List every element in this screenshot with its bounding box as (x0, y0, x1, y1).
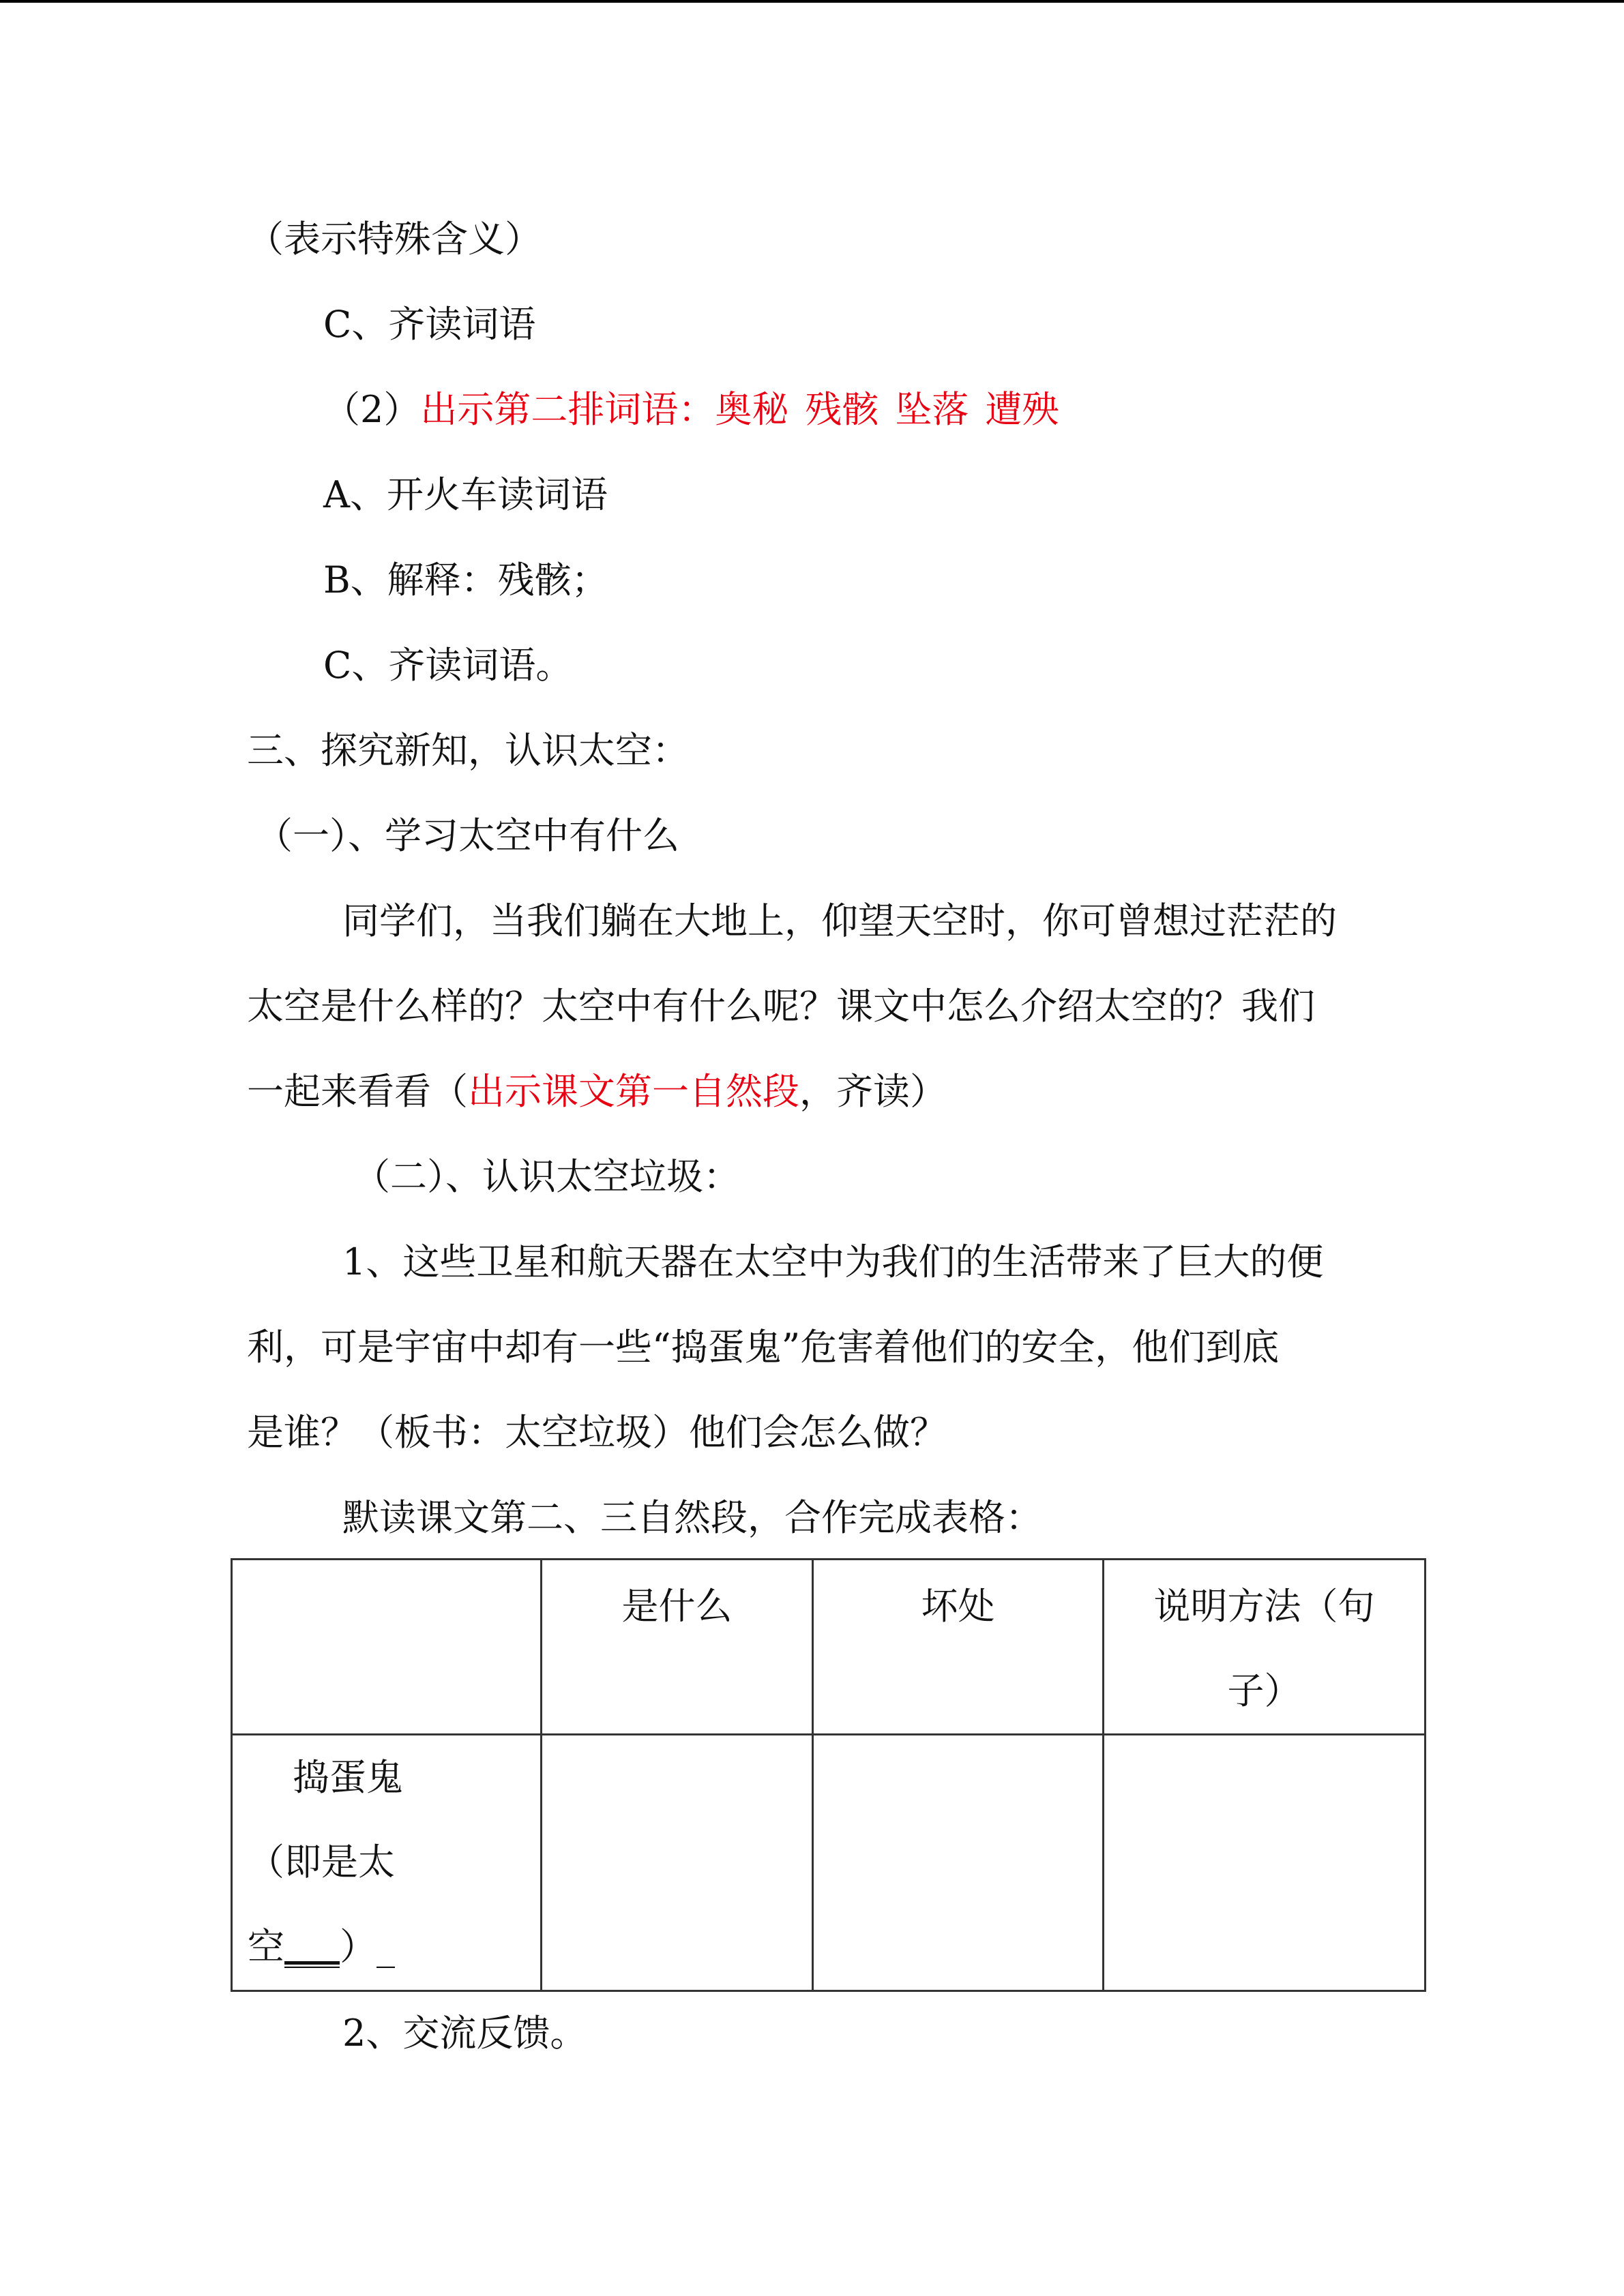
text-line: 默读课文第二、三自然段，合作完成表格： (342, 1496, 1042, 1539)
row-label-text: 空 (248, 1925, 284, 1968)
highlight-text: 出示课文第一自然段 (468, 1070, 799, 1113)
text-line: 是谁？（板书：太空垃圾）他们会怎么做？ (247, 1411, 947, 1454)
table-header-cell (232, 1560, 542, 1735)
worksheet-table (231, 1558, 1426, 1992)
text-line: 太空是什么样的？太空中有什么呢？课文中怎么介绍太空的？我们 (247, 985, 1315, 1028)
page-top-border (0, 0, 1624, 3)
table-header-cell: 坏处 (813, 1560, 1104, 1735)
text-line (323, 386, 1059, 434)
section-heading: 三、探究新知，认识太空： (247, 729, 689, 772)
row-label-line: （即是太 (248, 1840, 395, 1883)
text-prefix: 一起来看看（ (247, 1070, 468, 1113)
text-line: 1、这些卫星和航天器在太空中为我们的生活带来了巨大的便 (342, 1240, 1324, 1283)
text-line: 利，可是宇宙中却有一些“捣蛋鬼”危害着他们的安全，他们到底 (247, 1326, 1280, 1369)
word-item: 奥秘 (715, 388, 789, 431)
row-label-text: ）_ (340, 1925, 395, 1968)
text-line: B、解释：残骸； (323, 558, 608, 601)
text-line (247, 1068, 947, 1116)
row-label-line: 捣蛋鬼 (293, 1756, 403, 1799)
word-item: 坠落 (895, 388, 969, 431)
word-item: 遭殃 (985, 388, 1059, 431)
text-line: 2、交流反馈。 (342, 2012, 587, 2055)
word-item: 残骸 (805, 388, 879, 431)
text-suffix: ，齐读） (799, 1070, 947, 1113)
highlight-text: 出示第二排词语： (420, 388, 715, 431)
text-line: C、齐读词语。 (323, 644, 573, 687)
subsection-heading: （一）、学习太空中有什么 (256, 814, 679, 857)
table-header-row (232, 1560, 1426, 1735)
row-label-line (248, 1905, 540, 1989)
text-line: A、开火车读词语 (323, 473, 608, 516)
table-cell-empty[interactable] (1104, 1735, 1426, 1991)
text-prefix: （2） (323, 388, 421, 431)
table-header-cell: 说明方法（句子） (1104, 1560, 1426, 1735)
table-cell-empty[interactable] (813, 1735, 1104, 1991)
subsection-heading: （二）、认识太空垃圾： (353, 1155, 740, 1198)
table-cell-empty[interactable] (542, 1735, 813, 1991)
text-line: （表示特殊含义） (247, 218, 542, 260)
fill-blank[interactable]: ___ (284, 1925, 340, 1968)
table-header-cell: 是什么 (542, 1560, 813, 1735)
text-line: 同学们，当我们躺在大地上，仰望天空时，你可曾想过茫茫的 (342, 899, 1337, 942)
table-row (232, 1735, 1426, 1991)
table-row-label (232, 1735, 542, 1991)
text-line: C、齐读词语 (323, 303, 536, 346)
